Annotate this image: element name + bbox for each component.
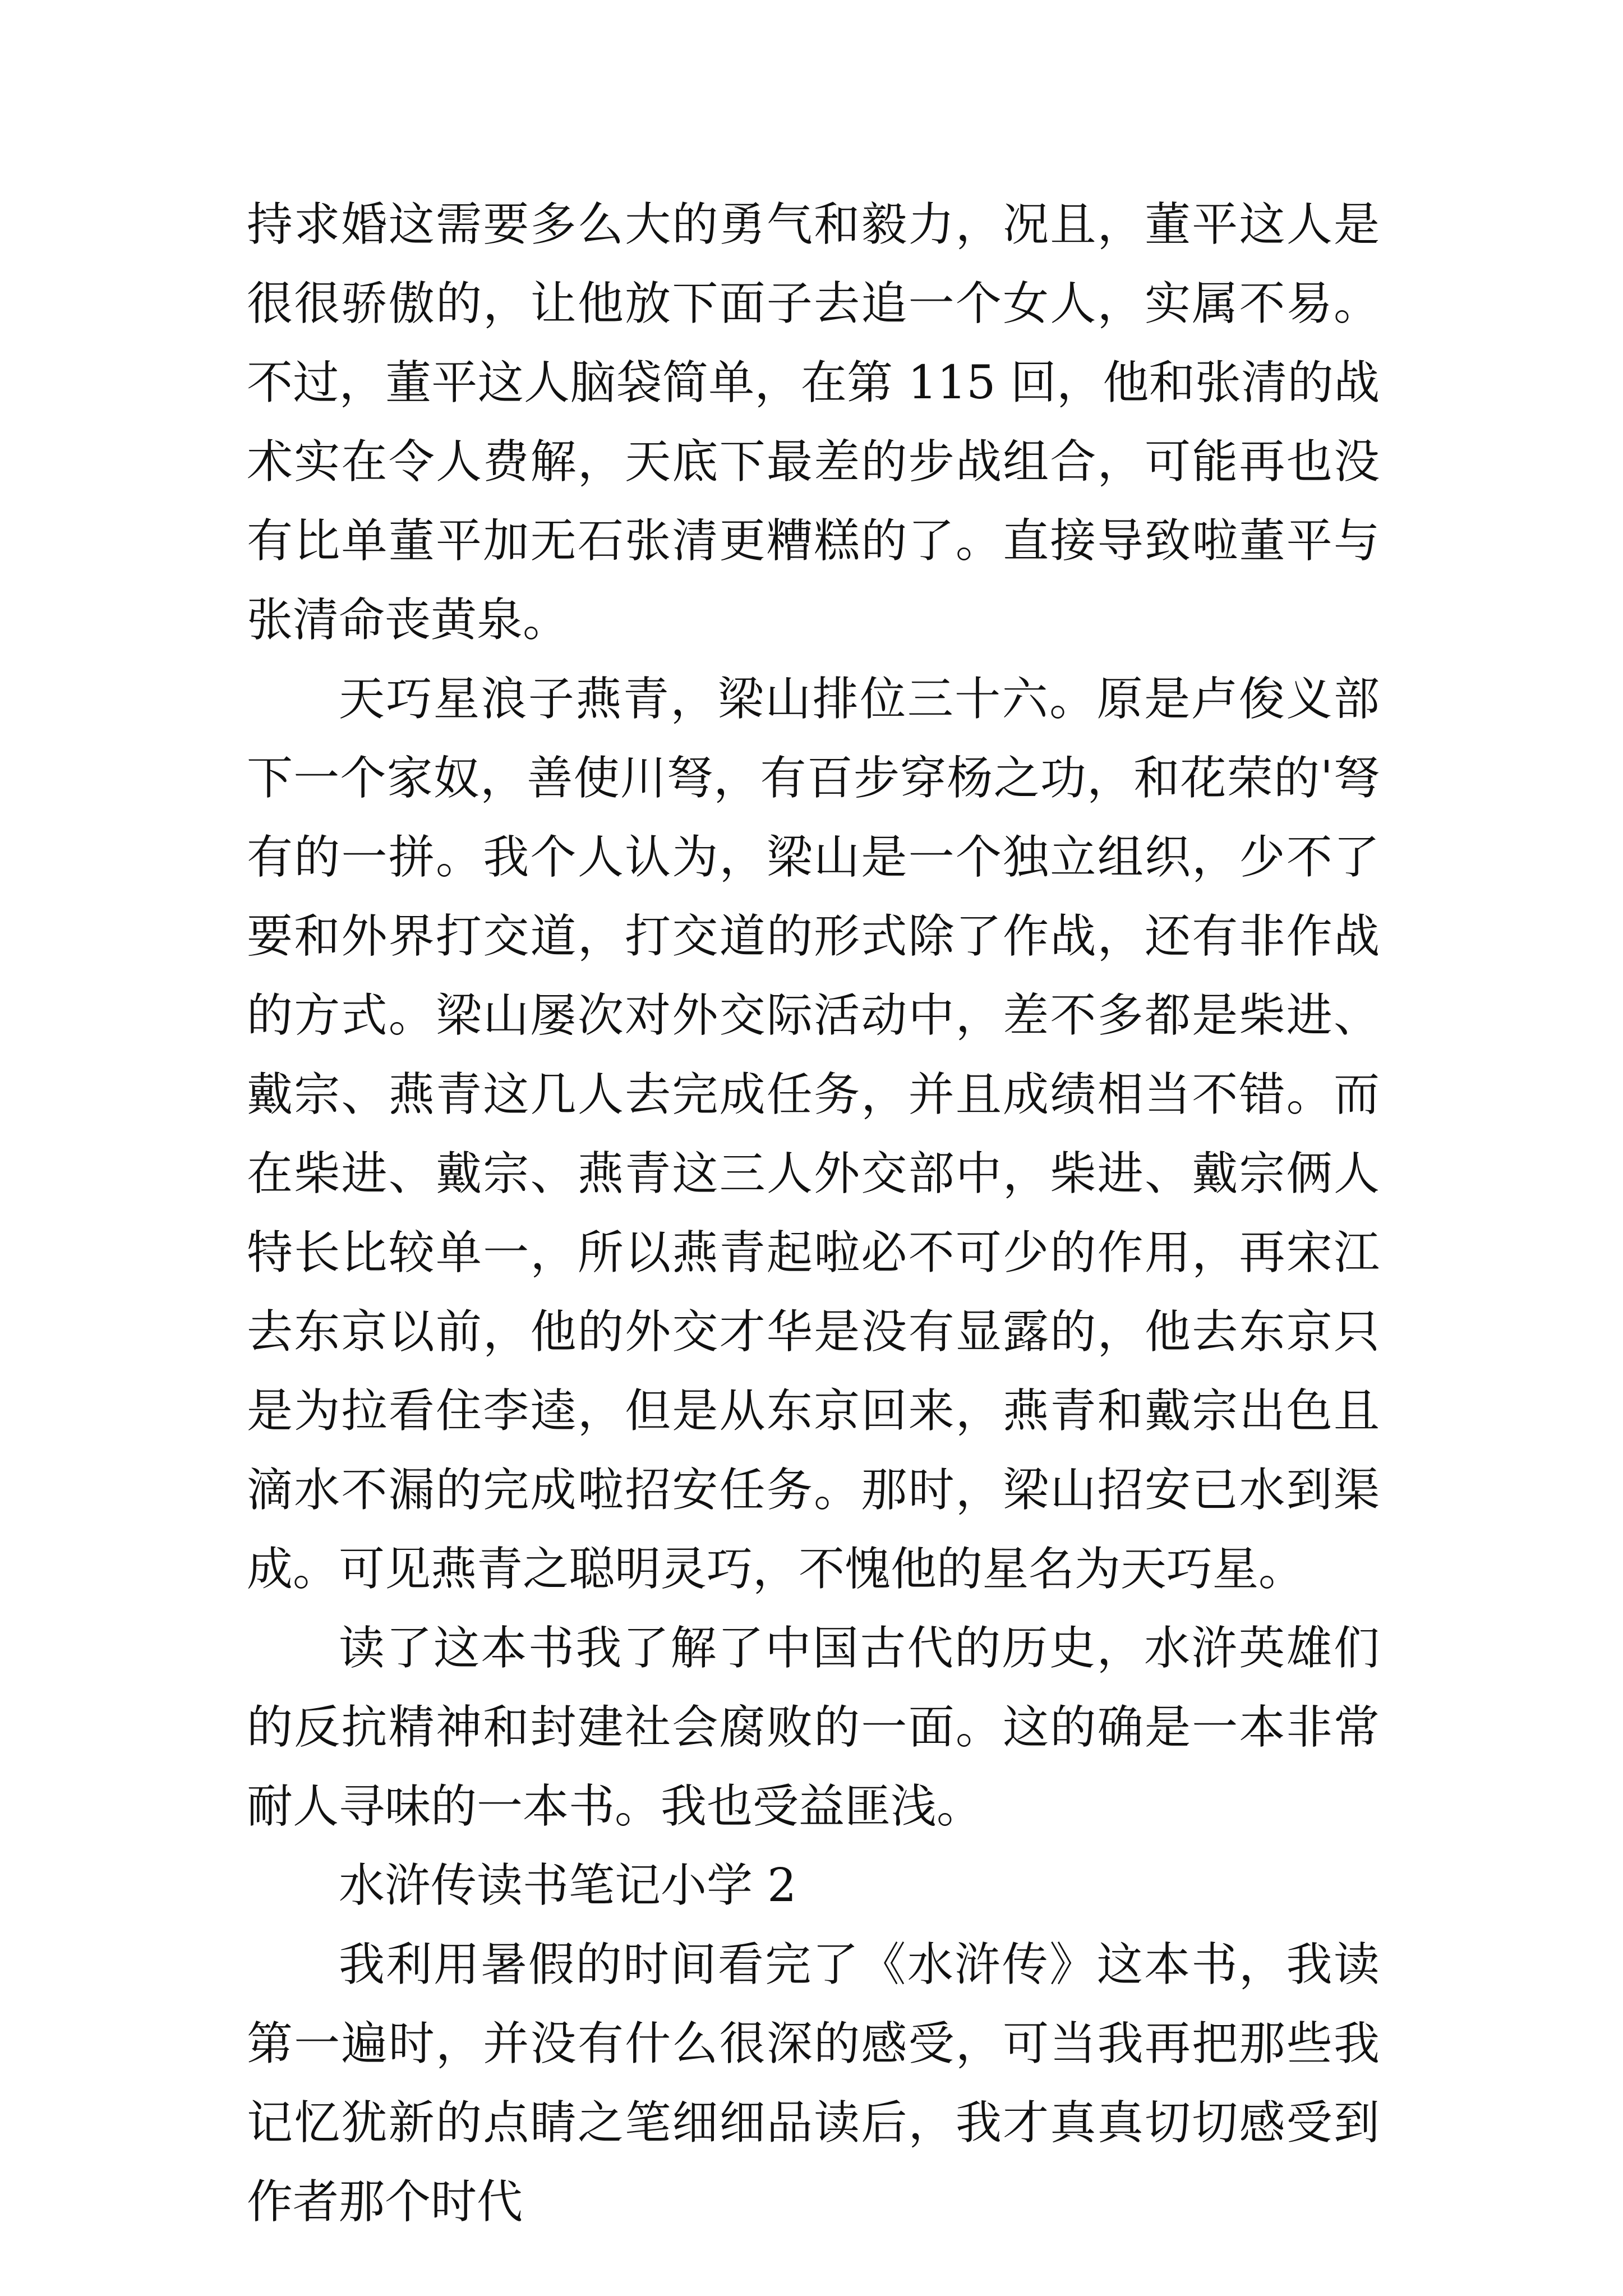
paragraph-continued: 持求婚这需要多么大的勇气和毅力，况且，董平这人是很很骄傲的，让他放下面子去追一个女人，实属不易。不过，董平这人脑袋简单，在第 115 回，他和张清的战术实在令人费解，天底下最差的步战组合，可能再也没有比单董平加无石张清更糟糕的了。直接导致啦董平与张清命丧黄泉。 xyxy=(247,198,1380,647)
paragraph-conclusion: 读了这本书我了解了中国古代的历史，水浒英雄们的反抗精神和封建社会腐败的一面。这的确是一本非常耐人寻味的一本书。我也受益匪浅。 xyxy=(247,1622,1380,1833)
paragraph-summer-reading: 我利用暑假的时间看完了《水浒传》这本书，我读第一遍时，并没有什么很深的感受，可当我再把那些我记忆犹新的点睛之笔细细品读后，我才真真切切感受到作者那个时代 xyxy=(247,1938,1380,2229)
section-title: 水浒传读书笔记小学 2 xyxy=(339,1859,797,1912)
document-body xyxy=(247,185,1380,2242)
paragraph-yan-qing: 天巧星浪子燕青，梁山排位三十六。原是卢俊义部下一个家奴，善使川弩，有百步穿杨之功，和花荣的'弩有的一拼。我个人认为，梁山是一个独立组织，少不了要和外界打交道，打交道的形式除了作战，还有非作战的方式。梁山屡次对外交际活动中，差不多都是柴进、戴宗、燕青这几人去完成任务，并且成绩相当不错。而在柴进、戴宗、燕青这三人外交部中，柴进、戴宗俩人特长比较单一，所以燕青起啦必不可少的作用，再宋江去东京以前，他的外交才华是没有显露的，他去东京只是为拉看住李逵，但是从东京回来，燕青和戴宗出色且滴水不漏的完成啦招安任务。那时，梁山招安已水到渠成。可见燕青之聪明灵巧，不愧他的星名为天巧星。 xyxy=(247,673,1380,1596)
